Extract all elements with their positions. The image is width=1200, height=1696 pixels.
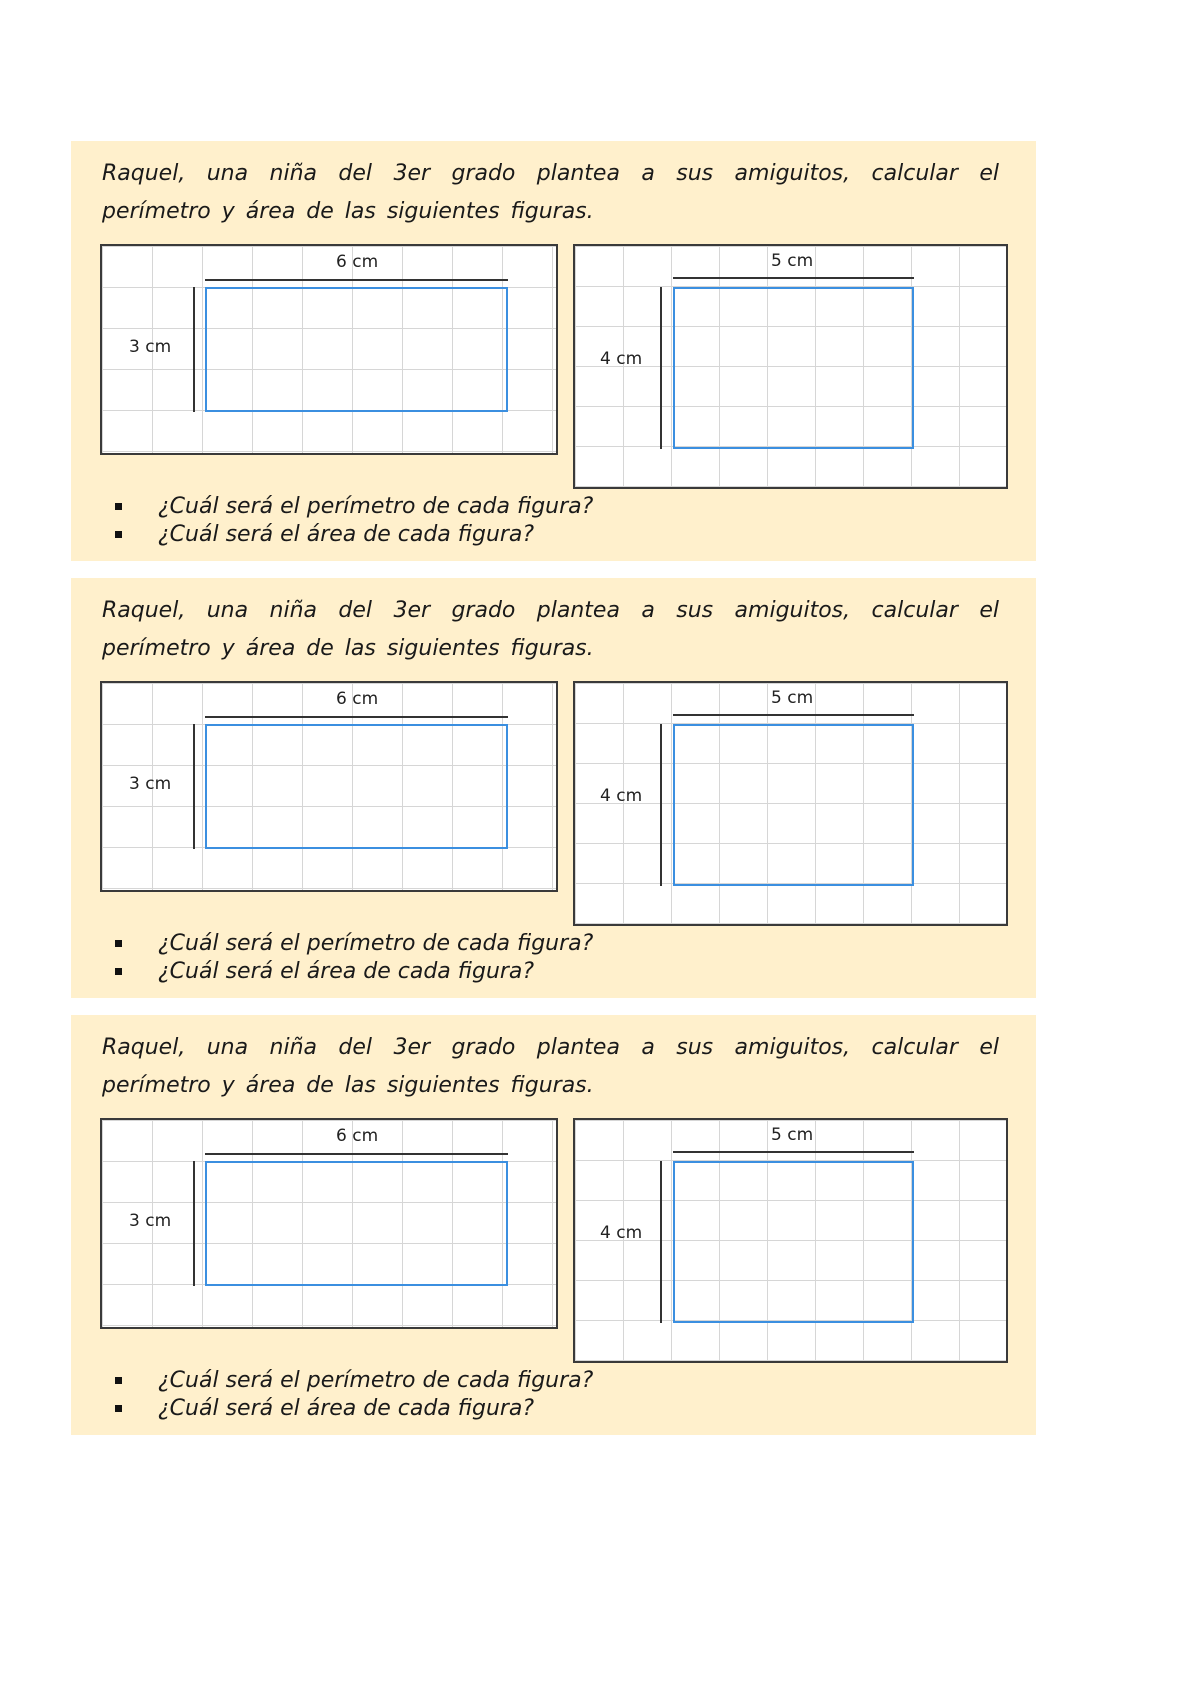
question-item [115, 958, 593, 986]
height-label: 4 cm [600, 1223, 643, 1243]
figure-rectangle-5x4 [573, 1118, 1008, 1363]
figure-rectangle-6x3 [100, 244, 558, 455]
square-bullet-icon [115, 940, 122, 947]
figure-rectangle-6x3 [100, 681, 558, 892]
height-label: 3 cm [129, 337, 172, 357]
width-label: 6 cm [336, 689, 379, 709]
height-dimension-line [660, 724, 662, 886]
question-item [115, 521, 593, 549]
question-text: ¿Cuál será el perímetro de cada figura? [158, 494, 594, 519]
question-item [115, 930, 593, 958]
question-text: ¿Cuál será el área de cada figura? [158, 1396, 535, 1421]
width-dimension-line [673, 277, 914, 279]
square-bullet-icon [115, 1405, 122, 1412]
width-dimension-line [673, 714, 914, 716]
question-item [115, 1395, 593, 1423]
height-label: 4 cm [600, 349, 643, 369]
question-list [115, 493, 593, 549]
width-label: 5 cm [771, 251, 814, 271]
figure-rectangle-5x4 [573, 681, 1008, 926]
height-dimension-line [660, 287, 662, 449]
width-label: 5 cm [771, 1125, 814, 1145]
question-item [115, 493, 593, 521]
height-dimension-line [193, 1161, 195, 1286]
exercise-card-1 [71, 141, 1036, 561]
width-dimension-line [673, 1151, 914, 1153]
exercise-intro: Raquel, una niña del 3er grado plantea a sus amiguitos, calcular el perímetro y área de las siguientes figuras. [102, 1035, 999, 1098]
square-bullet-icon [115, 1377, 122, 1384]
question-list [115, 930, 593, 986]
width-label: 6 cm [336, 1126, 379, 1146]
question-text: ¿Cuál será el área de cada figura? [158, 522, 535, 547]
rectangle-shape [205, 1161, 508, 1286]
height-label: 3 cm [129, 1211, 172, 1231]
width-dimension-line [205, 1153, 508, 1155]
question-text: ¿Cuál será el perímetro de cada figura? [158, 931, 594, 956]
question-list [115, 1367, 593, 1423]
square-bullet-icon [115, 968, 122, 975]
figure-rectangle-6x3 [100, 1118, 558, 1329]
question-text: ¿Cuál será el perímetro de cada figura? [158, 1368, 594, 1393]
width-label: 6 cm [336, 252, 379, 272]
rectangle-shape [673, 287, 914, 449]
square-bullet-icon [115, 531, 122, 538]
height-label: 4 cm [600, 786, 643, 806]
exercise-intro: Raquel, una niña del 3er grado plantea a sus amiguitos, calcular el perímetro y área de las siguientes figuras. [102, 161, 999, 224]
question-item [115, 1367, 593, 1395]
exercise-card-2 [71, 578, 1036, 998]
question-text: ¿Cuál será el área de cada figura? [158, 959, 535, 984]
height-dimension-line [660, 1161, 662, 1323]
width-dimension-line [205, 279, 508, 281]
square-bullet-icon [115, 503, 122, 510]
height-dimension-line [193, 287, 195, 412]
rectangle-shape [205, 287, 508, 412]
rectangle-shape [205, 724, 508, 849]
width-dimension-line [205, 716, 508, 718]
exercise-card-3 [71, 1015, 1036, 1435]
figure-rectangle-5x4 [573, 244, 1008, 489]
exercise-intro: Raquel, una niña del 3er grado plantea a sus amiguitos, calcular el perímetro y área de las siguientes figuras. [102, 598, 999, 661]
height-label: 3 cm [129, 774, 172, 794]
rectangle-shape [673, 1161, 914, 1323]
width-label: 5 cm [771, 688, 814, 708]
rectangle-shape [673, 724, 914, 886]
height-dimension-line [193, 724, 195, 849]
